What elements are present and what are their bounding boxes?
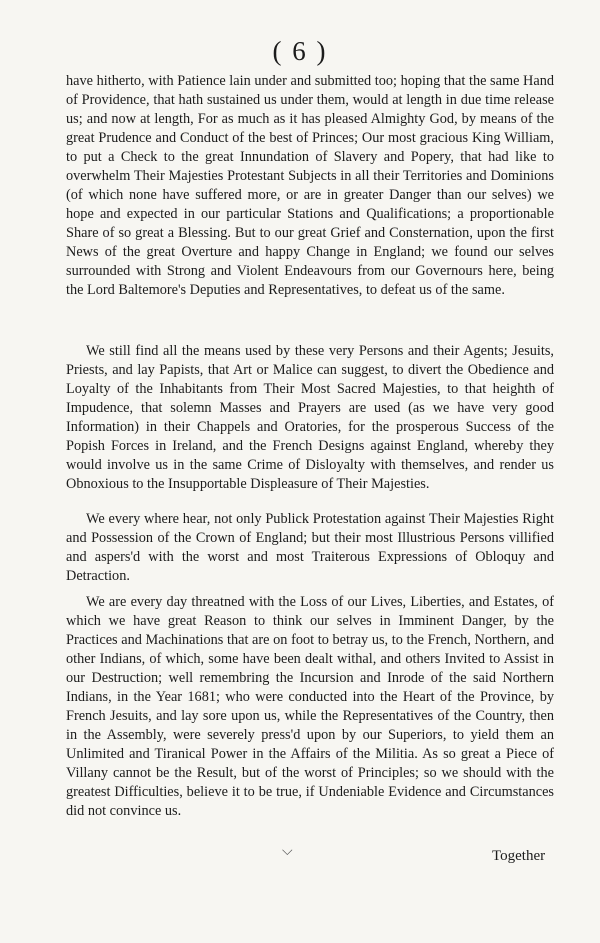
- paragraph-4: We are every day threatned with the Loss of our Lives, Liberties, and Estates, of which we have great Reason to think our selves in Imminent Danger, by the Practices and Machinations that are on foot to betray us, to the French, Northern, and other Indians, of which, some have been dealt withal, and others Invited to Assist in our Destruction; well remembring the Incursion and Inrode of the said Northern Indians, in the Year 1681; who were conducted into the Heart of the Province, by French Jesuits, and lay sore upon us, while the Representatives of the Country, then in the Assembly, were severely press'd upon by our Superiors, to yield them an Unlimited and Tiranical Power in the Affairs of the Militia. As so great a Piece of Villany cannot be the Result, but of the worst of Principles; so we should with the greatest Difficulties, believe it to be true, if Undeniable Evidence and Circumstances did not convince us.: [66, 594, 554, 819]
- paragraph-3: We every where hear, not only Publick Protestation against Their Majesties Right and Possession of the Crown of England; but their most Illustrious Persons villified and aspers'd with the worst and most Traiterous Expressions of Obloquy and Detraction.: [66, 511, 554, 584]
- paragraph-2: We still find all the means used by these very Persons and their Agents; Jesuits, Priests, and lay Papists, that Art or Malice can suggest, to divert the Obedience and Loyalty of the Inhabitants from Their Most Sacred Majesties, to that heighth of Impudence, that solemn Masses and Prayers are used (as we have very good Information) in their Chappels and Oratories, for the prosperous Success of the Popish Forces in Ireland, and the French Designs against England, whereby they would involve us in the same Crime of Disloyalty with themselves, and render us Obnoxious to the Insupportable Displeasure of Their Majesties.: [66, 343, 554, 492]
- stray-printer-mark: ⌵: [282, 844, 293, 859]
- page-number: ( 6 ): [272, 36, 328, 66]
- catchword: Together: [492, 848, 546, 864]
- paragraph-1: have hitherto, with Patience lain under and submitted too; hoping that the same Hand of Providence, that hath sustained us under them, would at length in due time release us; and now at length, For as much as it has pleased Almighty God, by means of the great Prudence and Conduct of the best of Princes; Our most gracious King William, to put a Check to the great Innundation of Slavery and Popery, that had like to overwhelm Their Majesties Protestant Subjects in all their Territories and Dominions (of which none have suffered more, or are in greater Danger than our selves) we hope and expected in our particular Stations and Qualifications; a proportionable Share of so great a Blessing. But to our great Grief and Consternation, upon the first News of the great Overture and happy Change in England; we found our selves surrounded with Strong and Violent Endeavours from our Governours here, being the Lord Baltemore's Deputies and Representatives, to defeat us of the same.: [66, 73, 554, 298]
